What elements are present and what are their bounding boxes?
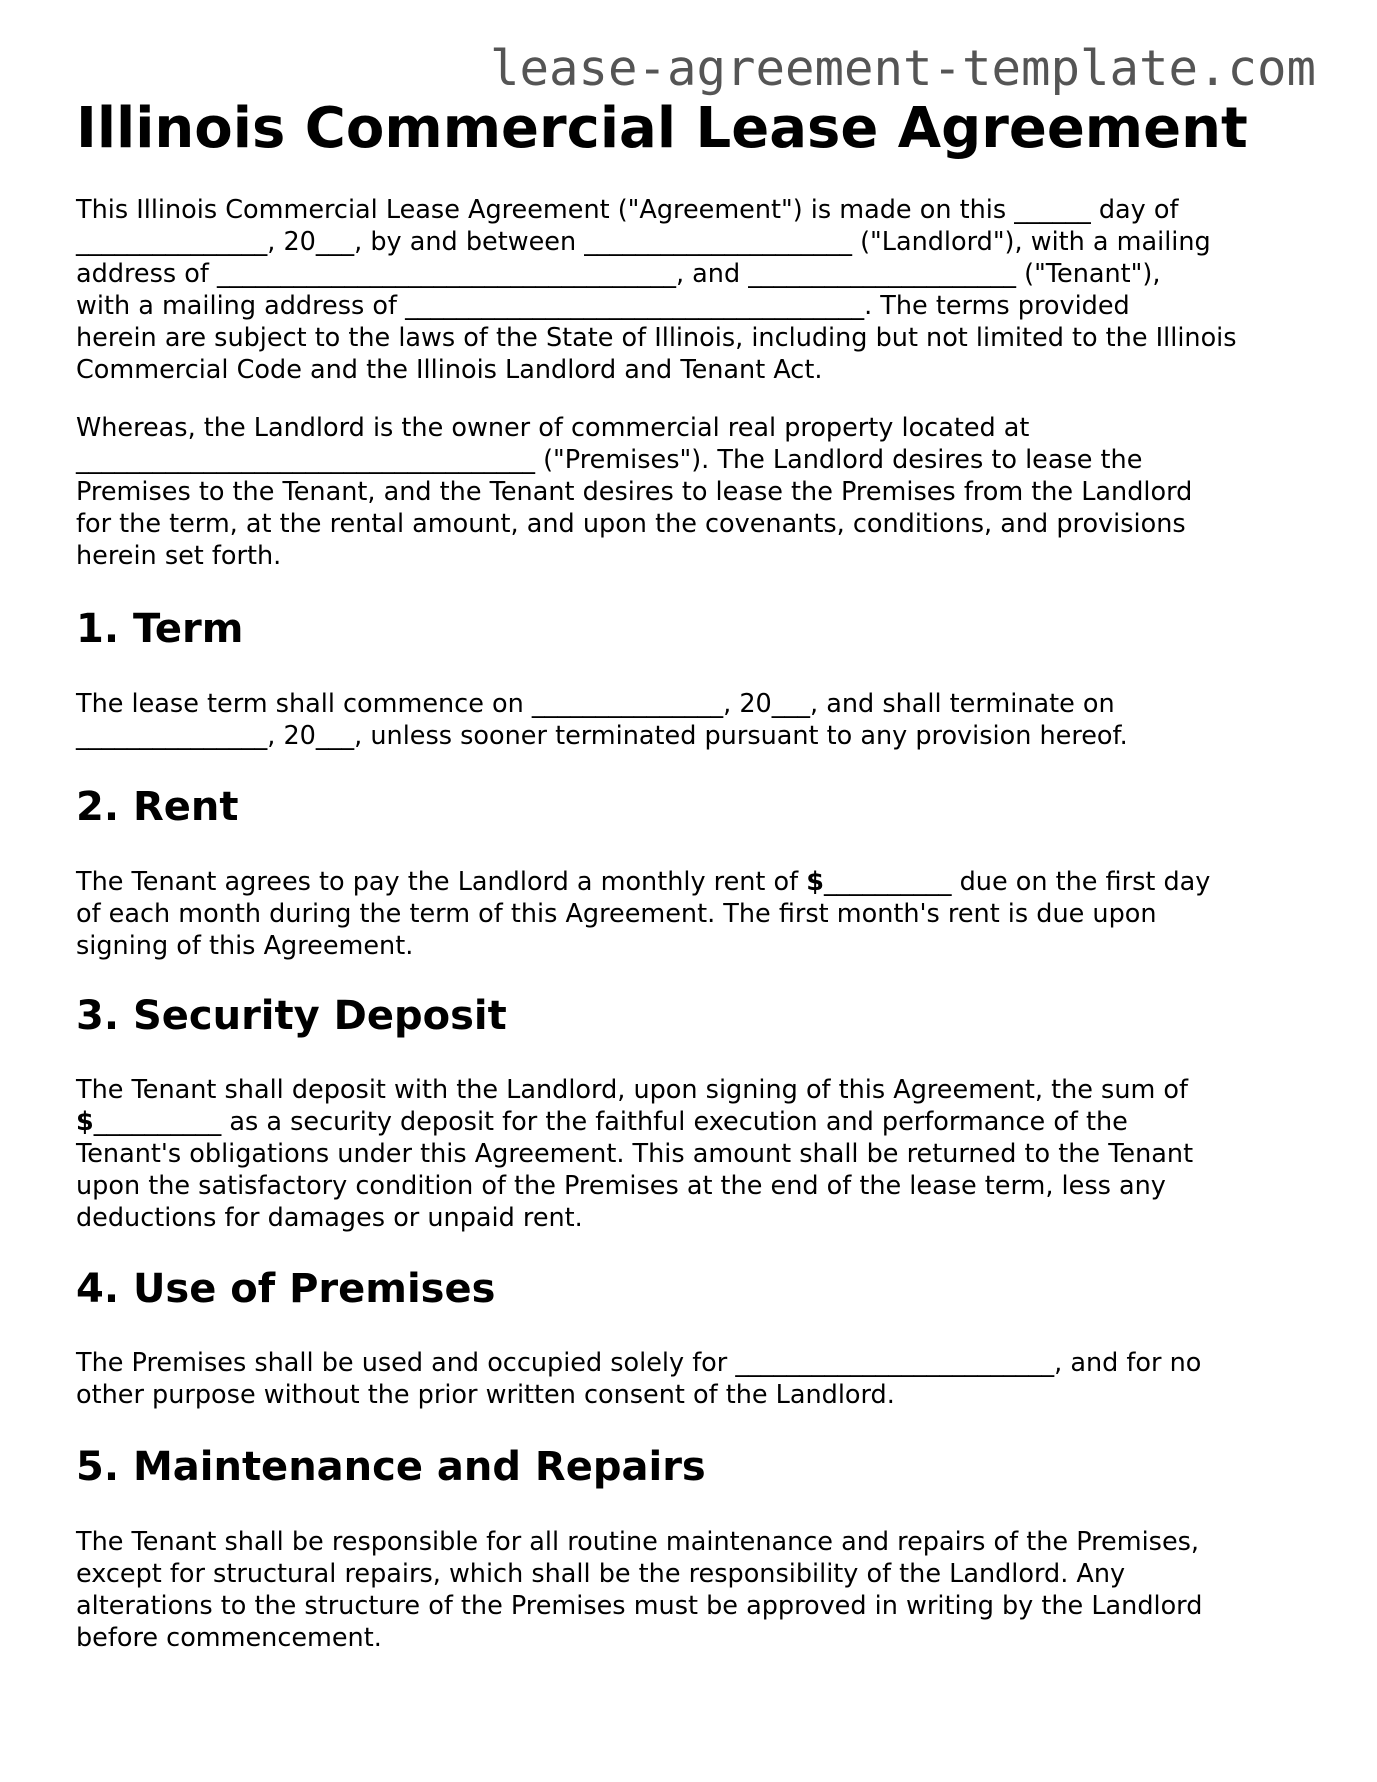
whereas-line: for the term, at the rental amount, and upon the covenants, conditions, and provisions: [76, 509, 1186, 539]
security-deposit-paragraph: [76, 1074, 1316, 1234]
intro-line: _______________, 20___, by and between _____________________ ("Landlord"), with a mailing: [76, 227, 1211, 257]
deposit-line: upon the satisfactory condition of the Premises at the end of the lease term, less any: [76, 1171, 1166, 1201]
intro-line: with a mailing address of ____________________________________. The terms provided: [76, 291, 1130, 321]
maintenance-line: alterations to the structure of the Premises must be approved in writing by the Landlord: [76, 1591, 1203, 1621]
use-of-premises-paragraph: [76, 1347, 1316, 1411]
section-heading-term: 1. Term: [76, 606, 244, 652]
maintenance-line: except for structural repairs, which shall be the responsibility of the Landlord. Any: [76, 1559, 1126, 1589]
rent-text: The Tenant agrees to pay the Landlord a monthly rent of: [76, 867, 807, 897]
section-heading-rent: 2. Rent: [76, 784, 239, 830]
rent-line: of each month during the term of this Agreement. The first month's rent is due upon: [76, 899, 1157, 929]
maintenance-line: before commencement.: [76, 1623, 382, 1653]
term-line: The lease term shall commence on _______________, 20___, and shall terminate on: [76, 689, 1115, 719]
term-paragraph: [76, 688, 1316, 752]
use-line: The Premises shall be used and occupied solely for _________________________, and for no: [76, 1348, 1202, 1378]
deposit-line: The Tenant shall deposit with the Landlord, upon signing of this Agreement, the sum of: [76, 1075, 1189, 1105]
document-title: Illinois Commercial Lease Agreement: [76, 96, 1248, 161]
term-line: _______________, 20___, unless sooner terminated pursuant to any provision hereof.: [76, 721, 1128, 751]
rent-blank-text: __________ due on the first day: [823, 867, 1211, 897]
maintenance-paragraph: [76, 1526, 1316, 1654]
intro-line: address of ____________________________________, and _____________________ ("Tenant"),: [76, 259, 1161, 289]
deposit-line: Tenant's obligations under this Agreement. This amount shall be returned to the Tenant: [76, 1139, 1194, 1169]
rent-line: signing of this Agreement.: [76, 931, 414, 961]
rent-paragraph: [76, 866, 1316, 962]
whereas-line: ____________________________________ ("Premises"). The Landlord desires to lease the: [76, 445, 1143, 475]
dollar-sign: $: [76, 1107, 94, 1137]
maintenance-line: The Tenant shall be responsible for all routine maintenance and repairs of the Premises,: [76, 1527, 1200, 1557]
whereas-line: Whereas, the Landlord is the owner of commercial real property located at: [76, 413, 1030, 443]
section-heading-security-deposit: 3. Security Deposit: [76, 993, 507, 1039]
section-heading-maintenance: 5. Maintenance and Repairs: [76, 1444, 706, 1490]
deposit-line: deductions for damages or unpaid rent.: [76, 1203, 583, 1233]
deposit-blank-text: __________ as a security deposit for the faithful execution and performance of the: [93, 1107, 1128, 1137]
section-heading-use-of-premises: 4. Use of Premises: [76, 1266, 496, 1312]
intro-line: This Illinois Commercial Lease Agreement ("Agreement") is made on this ______ day of: [76, 195, 1179, 225]
deposit-line: [76, 1106, 1316, 1138]
rent-line: [76, 866, 1316, 898]
intro-line: herein are subject to the laws of the State of Illinois, including but not limited to the Illinois: [76, 323, 1237, 353]
whereas-paragraph: [76, 412, 1316, 572]
intro-paragraph: [76, 194, 1316, 386]
whereas-line: Premises to the Tenant, and the Tenant desires to lease the Premises from the Landlord: [76, 477, 1193, 507]
dollar-sign: $: [806, 867, 824, 897]
use-line: other purpose without the prior written consent of the Landlord.: [76, 1380, 895, 1410]
whereas-line: herein set forth.: [76, 541, 282, 571]
intro-line: Commercial Code and the Illinois Landlord and Tenant Act.: [76, 355, 823, 385]
site-watermark: lease-agreement-template.com: [489, 40, 1316, 97]
